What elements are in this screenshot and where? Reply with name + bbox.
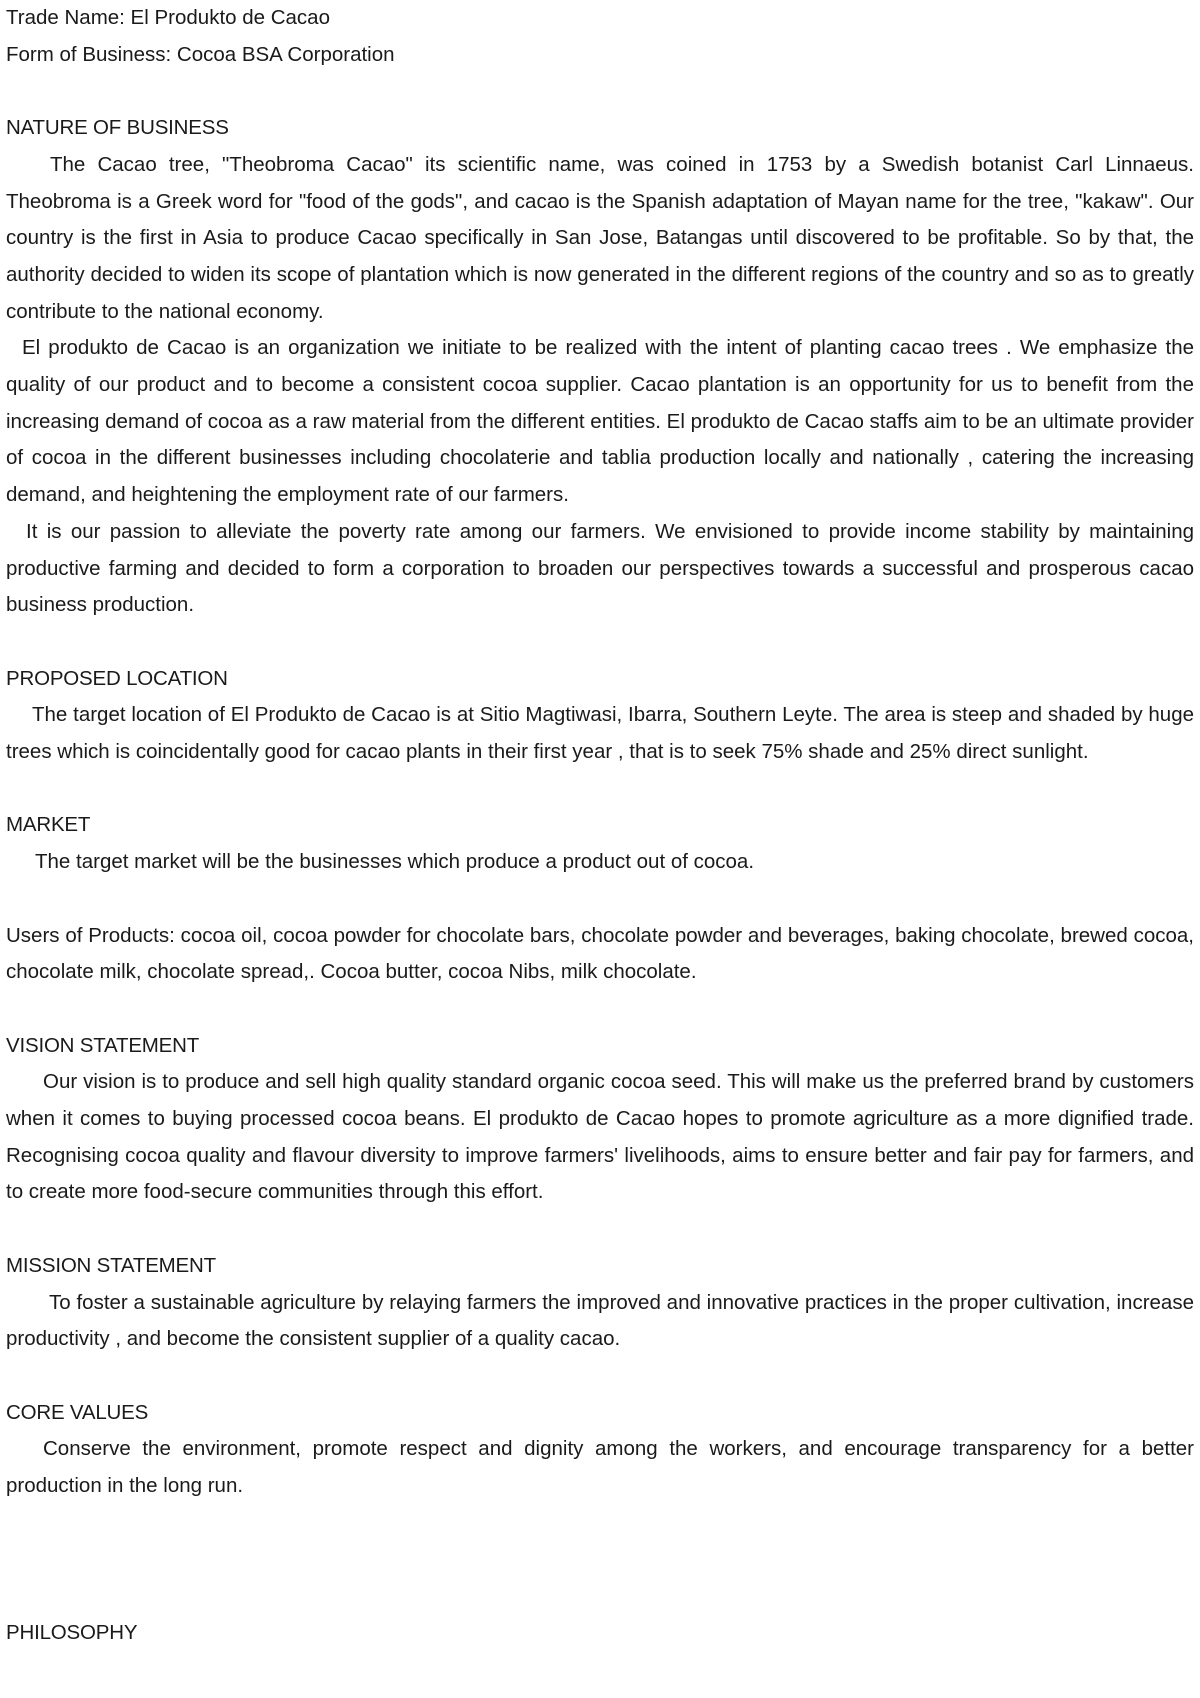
proposed-location-paragraph: The target location of El Produkto de Cacao is at Sitio Magtiwasi, Ibarra, Southern Leyte. The area is steep and shaded by huge trees which is coincidentally good for cacao plants in their first year , that is to seek 75% shade and 25% direct sunlight. — [6, 703, 1194, 764]
core-values-paragraph: Conserve the environment, promote respect and dignity among the workers, and encourage transparency for a better production in the long run. — [6, 1437, 1194, 1498]
spacer — [6, 1505, 1194, 1615]
nature-of-business-paragraph-3: It is our passion to alleviate the poverty rate among our farmers. We envisioned to provide income stability by maintaining productive farming and decided to form a corporation to broaden our perspectives towards a successful and prosperous cacao business production. — [6, 519, 1194, 617]
market-paragraph: The target market will be the businesses which produce a product out of cocoa. — [35, 850, 755, 874]
form-of-business: Form of Business: Cocoa BSA Corporation — [6, 42, 395, 66]
spacer — [6, 73, 1194, 110]
core-values-heading: CORE VALUES — [6, 1400, 149, 1424]
market-heading: MARKET — [6, 813, 91, 837]
spacer — [6, 1211, 1194, 1248]
users-of-products: Users of Products: cocoa oil, cocoa powder for chocolate bars, chocolate powder and beverages, baking chocolate, brewed cocoa, chocolate milk, chocolate spread,. Cocoa butter, cocoa Nibs, milk chocolate. — [6, 923, 1194, 984]
spacer — [6, 881, 1194, 918]
document-page — [6, 0, 1194, 1651]
spacer — [6, 771, 1194, 808]
mission-statement-paragraph: To foster a sustainable agriculture by relaying farmers the improved and innovative practices in the proper cultivation, increase productivity , and become the consistent supplier of a quality cacao. — [6, 1290, 1194, 1351]
spacer — [6, 1358, 1194, 1395]
mission-statement-heading: MISSION STATEMENT — [6, 1253, 216, 1277]
spacer — [6, 991, 1194, 1028]
spacer — [6, 624, 1194, 661]
nature-of-business-paragraph-2: El produkto de Cacao is an organization we initiate to be realized with the intent of planting cacao trees . We emphasize the quality of our product and to become a consistent cocoa supplier. Cacao plantation is an opportunity for us to benefit from the increasing demand of cocoa as a raw material from the different entities. El produkto de Cacao staffs aim to be an ultimate provider of cocoa in the different businesses including chocolaterie and tablia production locally and nationally , catering the increasing demand, and heightening the employment rate of our farmers. — [6, 336, 1194, 507]
philosophy-heading: PHILOSOPHY — [6, 1620, 138, 1644]
nature-of-business-heading: NATURE OF BUSINESS — [6, 116, 229, 140]
nature-of-business-paragraph-1: The Cacao tree, "Theobroma Cacao" its scientific name, was coined in 1753 by a Swedish botanist Carl Linnaeus. Theobroma is a Greek word for "food of the gods", and cacao is the Spanish adaptation of Mayan name for the tree, "kakaw". Our country is the first in Asia to produce Cacao specifically in San Jose, Batangas until discovered to be profitable. So by that, the authority decided to widen its scope of plantation which is now generated in the different regions of the country and so as to greatly contribute to the national economy. — [6, 152, 1194, 323]
proposed-location-heading: PROPOSED LOCATION — [6, 666, 228, 690]
vision-statement-paragraph: Our vision is to produce and sell high quality standard organic cocoa seed. This will make us the preferred brand by customers when it comes to buying processed cocoa beans. El produkto de Cacao hopes to promote agriculture as a more dignified trade. Recognising cocoa quality and flavour diversity to improve farmers' livelihoods, aims to ensure better and fair pay for farmers, and to create more food-secure communities through this effort. — [6, 1070, 1194, 1204]
trade-name: Trade Name: El Produkto de Cacao — [6, 6, 330, 29]
vision-statement-heading: VISION STATEMENT — [6, 1033, 200, 1057]
